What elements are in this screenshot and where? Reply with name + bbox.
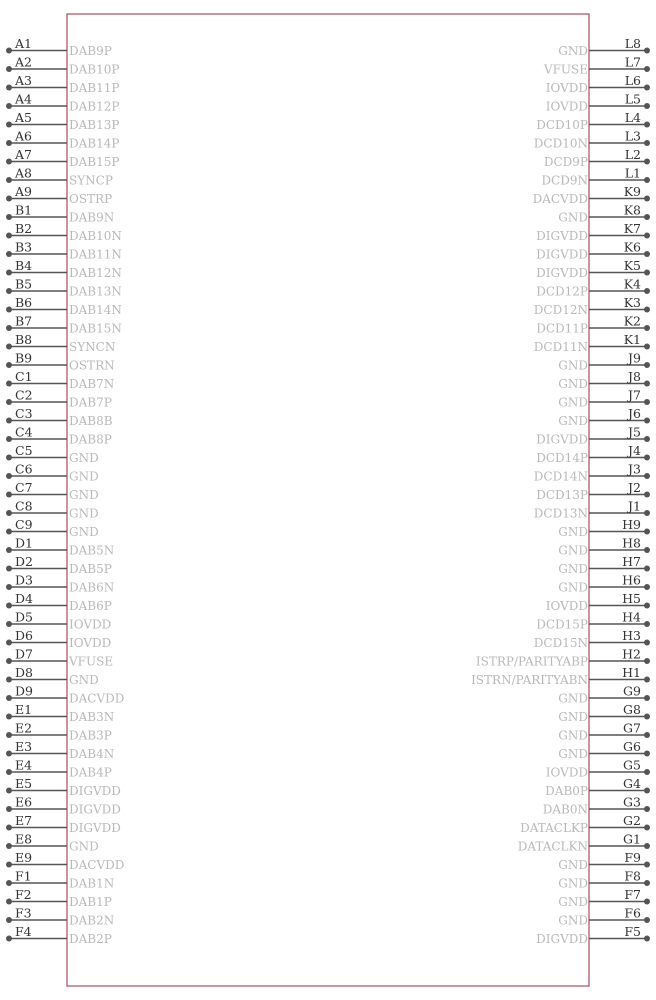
pin-name: SYNCP <box>69 173 113 188</box>
pin-endpoint-dot <box>6 547 12 553</box>
pin-name: DAB11N <box>69 247 122 262</box>
pin-endpoint-dot <box>6 751 12 757</box>
pin-number: H3 <box>622 628 641 643</box>
pin-number: A3 <box>15 73 32 88</box>
pin-endpoint-dot <box>6 381 12 387</box>
pin-number: A4 <box>15 91 32 107</box>
pin-number: L1 <box>624 165 641 181</box>
pin-number: K5 <box>623 258 641 273</box>
pin-number: L8 <box>624 36 641 51</box>
pin-endpoint-dot <box>6 436 12 442</box>
pin-endpoint-dot <box>644 769 650 775</box>
pin-name: GND <box>558 858 588 872</box>
pin-endpoint-dot <box>6 899 12 905</box>
pin-number: D5 <box>15 609 33 625</box>
pin-number: B1 <box>15 202 33 218</box>
pin-endpoint-dot <box>6 196 12 202</box>
pin-name: DATACLKN <box>517 839 588 854</box>
pin-name: IOVDD <box>69 617 112 632</box>
pin-name: DAB15P <box>69 155 120 169</box>
pin-number: B7 <box>15 313 33 329</box>
pin-name: ISTRN/PARITYABN <box>471 673 588 687</box>
pin-endpoint-dot <box>6 455 12 461</box>
pin-endpoint-dot <box>644 492 650 498</box>
pin-number: G5 <box>623 757 641 773</box>
pin-name: GND <box>69 469 99 484</box>
pin-name: DCD11N <box>533 340 588 354</box>
pin-endpoint-dot <box>6 122 12 128</box>
pin-name: DIGVDD <box>536 266 588 280</box>
pin-number: B2 <box>15 221 33 236</box>
pin-number: H5 <box>622 591 641 606</box>
pin-name: GND <box>558 876 588 891</box>
pin-name: DCD12N <box>533 303 588 317</box>
pin-endpoint-dot <box>644 233 650 239</box>
pin-name: DCD9N <box>541 173 588 188</box>
pin-endpoint-dot <box>644 658 650 664</box>
pin-endpoint-dot <box>6 66 12 72</box>
pin-name: GND <box>69 488 99 502</box>
pin-number: H8 <box>622 535 641 551</box>
pin-name: OSTRP <box>69 192 113 206</box>
pin-number: F2 <box>15 887 32 902</box>
pin-endpoint-dot <box>6 214 12 220</box>
pin-endpoint-dot <box>644 159 650 165</box>
pin-name: GND <box>558 358 588 373</box>
pin-endpoint-dot <box>6 584 12 590</box>
pin-number: F6 <box>624 905 641 921</box>
pin-number: E9 <box>15 850 33 865</box>
pin-name: VFUSE <box>543 62 588 77</box>
pin-number: A9 <box>15 184 32 199</box>
pin-name: GND <box>558 691 588 706</box>
pin-number: D1 <box>15 535 33 551</box>
pin-number: D2 <box>15 554 33 569</box>
pin-number: G9 <box>623 683 641 699</box>
pin-endpoint-dot <box>6 732 12 738</box>
pin-name: DIGVDD <box>69 784 121 798</box>
pin-number: L6 <box>624 73 641 88</box>
pin-number: L2 <box>624 147 641 162</box>
pin-endpoint-dot <box>6 492 12 498</box>
pin-endpoint-dot <box>6 529 12 535</box>
pin-endpoint-dot <box>6 825 12 831</box>
pin-endpoint-dot <box>644 418 650 424</box>
pin-name: DIGVDD <box>69 821 121 835</box>
pin-endpoint-dot <box>644 307 650 313</box>
pin-name: DAB3P <box>69 728 112 743</box>
pin-endpoint-dot <box>644 917 650 923</box>
right-pin-F5 <box>536 924 650 946</box>
pin-name: GND <box>558 414 588 428</box>
pin-number: F4 <box>15 924 32 939</box>
pin-number: F5 <box>624 924 641 939</box>
pin-name: DAB9P <box>69 44 112 58</box>
pin-number: J8 <box>628 369 641 384</box>
pin-number: J9 <box>628 350 641 366</box>
pin-name: GND <box>558 543 588 558</box>
ic-body-outline <box>67 14 589 986</box>
pin-name: DCD10P <box>536 118 588 132</box>
pin-number: B9 <box>15 350 33 366</box>
pin-number: G3 <box>623 794 641 810</box>
pin-name: GND <box>69 506 99 521</box>
pin-number: A5 <box>15 110 32 125</box>
pin-number: H6 <box>622 572 641 588</box>
pin-name: GND <box>69 451 99 465</box>
pin-endpoint-dot <box>644 566 650 572</box>
pin-endpoint-dot <box>644 140 650 146</box>
pin-endpoint-dot <box>6 695 12 701</box>
pin-endpoint-dot <box>644 214 650 220</box>
pin-name: ISTRP/PARITYABP <box>475 654 588 669</box>
pin-number: E8 <box>15 831 33 847</box>
pin-name: DCD14N <box>533 469 588 484</box>
pin-endpoint-dot <box>644 788 650 794</box>
pin-number: G8 <box>623 702 641 717</box>
pin-number: J6 <box>628 406 641 421</box>
pin-endpoint-dot <box>644 603 650 609</box>
pin-endpoint-dot <box>644 899 650 905</box>
pin-name: DACVDD <box>532 192 588 206</box>
pin-number: A8 <box>15 165 32 181</box>
pin-endpoint-dot <box>644 362 650 368</box>
pin-endpoint-dot <box>644 510 650 516</box>
pin-endpoint-dot <box>644 325 650 331</box>
pin-name: DAB4P <box>69 765 112 780</box>
pin-name: DAB7N <box>69 377 115 391</box>
pin-name: DIGVDD <box>69 802 121 817</box>
pin-name: DAB10P <box>69 62 120 77</box>
pin-number: L4 <box>624 110 641 125</box>
pin-endpoint-dot <box>6 714 12 720</box>
pin-number: J7 <box>628 387 641 403</box>
pin-number: C8 <box>15 498 33 514</box>
pin-endpoint-dot <box>644 436 650 442</box>
pin-number: A6 <box>15 128 32 144</box>
pin-number: C9 <box>15 517 33 532</box>
pin-name: DAB9N <box>69 210 115 225</box>
pin-name: DIGVDD <box>536 229 588 243</box>
pin-name: DCD15N <box>533 636 588 650</box>
pin-endpoint-dot <box>644 880 650 886</box>
pin-endpoint-dot <box>644 473 650 479</box>
pin-number: G7 <box>623 720 641 736</box>
pin-number: C1 <box>15 369 33 384</box>
pin-endpoint-dot <box>6 177 12 183</box>
pin-endpoint-dot <box>644 843 650 849</box>
pin-number: E1 <box>15 702 33 717</box>
pin-endpoint-dot <box>6 917 12 923</box>
pin-number: F3 <box>15 905 32 921</box>
pin-endpoint-dot <box>644 862 650 868</box>
pin-name: GND <box>69 525 99 539</box>
pin-endpoint-dot <box>6 344 12 350</box>
pin-endpoint-dot <box>6 85 12 91</box>
pin-endpoint-dot <box>644 251 650 257</box>
pin-endpoint-dot <box>644 547 650 553</box>
pin-endpoint-dot <box>6 48 12 54</box>
pin-number: D7 <box>15 646 33 662</box>
pin-number: K7 <box>623 221 641 236</box>
pin-name: GND <box>558 710 588 724</box>
pin-endpoint-dot <box>6 251 12 257</box>
pin-endpoint-dot <box>644 640 650 646</box>
pin-endpoint-dot <box>6 473 12 479</box>
pin-number: B3 <box>15 239 33 255</box>
pin-number: D3 <box>15 572 33 588</box>
pin-number: H7 <box>622 554 641 569</box>
pin-number: D4 <box>15 591 33 606</box>
pin-name: DCD12P <box>536 284 588 299</box>
pin-name: DIGVDD <box>536 932 588 946</box>
pin-endpoint-dot <box>6 307 12 313</box>
pin-name: DIGVDD <box>536 432 588 447</box>
pin-endpoint-dot <box>644 344 650 350</box>
pin-number: G1 <box>623 831 641 847</box>
pin-endpoint-dot <box>6 233 12 239</box>
pin-name: DAB0N <box>542 802 588 817</box>
pin-name: DCD13P <box>536 488 588 502</box>
pin-endpoint-dot <box>6 288 12 294</box>
pin-name: GND <box>558 562 588 576</box>
pin-endpoint-dot <box>6 103 12 109</box>
pin-endpoint-dot <box>644 677 650 683</box>
pin-endpoint-dot <box>644 85 650 91</box>
pin-endpoint-dot <box>6 843 12 849</box>
pin-number: H2 <box>622 646 641 662</box>
pin-number: D6 <box>15 628 33 643</box>
pin-name: DAB11P <box>69 81 120 95</box>
pin-endpoint-dot <box>644 196 650 202</box>
pin-endpoint-dot <box>6 788 12 794</box>
pin-name: GND <box>558 377 588 391</box>
pin-endpoint-dot <box>644 66 650 72</box>
pin-name: IOVDD <box>545 99 588 114</box>
pin-endpoint-dot <box>644 177 650 183</box>
pin-number: D8 <box>15 665 33 680</box>
pin-endpoint-dot <box>6 418 12 424</box>
pin-name: DAB7P <box>69 395 112 410</box>
pin-endpoint-dot <box>644 751 650 757</box>
pin-endpoint-dot <box>644 806 650 812</box>
pin-endpoint-dot <box>644 529 650 535</box>
pin-endpoint-dot <box>644 825 650 831</box>
pin-number: F7 <box>624 887 641 902</box>
pin-number: B5 <box>15 276 33 292</box>
right-pin-group <box>471 36 650 946</box>
pin-name: DAB1P <box>69 895 112 909</box>
pin-number: B6 <box>15 295 33 310</box>
pin-name: DCD13N <box>533 506 588 521</box>
pin-name: IOVDD <box>545 81 588 95</box>
pin-name: DAB8B <box>69 414 113 428</box>
pin-name: GND <box>558 580 588 595</box>
pin-endpoint-dot <box>644 399 650 405</box>
pin-endpoint-dot <box>644 48 650 54</box>
pin-number: E2 <box>15 720 33 736</box>
pin-name: DAB12P <box>69 99 120 114</box>
pin-number: C4 <box>15 424 33 440</box>
pin-number: K2 <box>623 313 641 329</box>
pin-number: E5 <box>15 776 33 791</box>
pin-name: DAB10N <box>69 229 122 243</box>
pin-number: A1 <box>15 36 32 51</box>
left-pin-group <box>6 36 124 946</box>
pin-number: K6 <box>623 239 641 255</box>
pin-name: SYNCN <box>69 340 116 354</box>
pin-number: H9 <box>622 517 641 532</box>
pin-name: DCD11P <box>536 321 588 336</box>
pin-number: G2 <box>623 813 641 828</box>
pin-name: DAB13N <box>69 284 122 299</box>
pin-endpoint-dot <box>6 806 12 812</box>
pin-name: GND <box>69 673 99 687</box>
pin-name: GND <box>558 895 588 909</box>
pin-name: DAB5N <box>69 543 115 558</box>
pin-number: L3 <box>624 128 641 144</box>
pin-endpoint-dot <box>6 936 12 942</box>
pin-endpoint-dot <box>6 621 12 627</box>
pin-name: DAB15N <box>69 321 122 336</box>
pin-name: GND <box>558 395 588 410</box>
pin-endpoint-dot <box>6 325 12 331</box>
pin-endpoint-dot <box>644 288 650 294</box>
pin-number: J3 <box>628 461 641 477</box>
pin-name: DAB1N <box>69 876 115 891</box>
pin-name: DAB5P <box>69 562 112 576</box>
pin-name: DCD10N <box>533 136 588 151</box>
pin-number: D9 <box>15 683 33 699</box>
pin-number: J2 <box>628 480 641 495</box>
pin-endpoint-dot <box>6 658 12 664</box>
pin-name: GND <box>558 210 588 225</box>
pin-name: DAB6N <box>69 580 115 595</box>
pin-name: OSTRN <box>69 358 115 373</box>
pin-endpoint-dot <box>644 103 650 109</box>
pin-endpoint-dot <box>644 714 650 720</box>
pin-endpoint-dot <box>6 566 12 572</box>
pin-endpoint-dot <box>6 140 12 146</box>
pin-endpoint-dot <box>644 584 650 590</box>
pin-name: GND <box>558 747 588 761</box>
pin-number: B4 <box>15 258 33 273</box>
pin-name: DCD14P <box>536 451 588 465</box>
pin-endpoint-dot <box>6 769 12 775</box>
pin-endpoint-dot <box>6 510 12 516</box>
pin-number: A7 <box>15 147 32 162</box>
pin-endpoint-dot <box>6 677 12 683</box>
pin-number: C5 <box>15 443 33 458</box>
pin-number: C7 <box>15 480 33 495</box>
pin-endpoint-dot <box>644 936 650 942</box>
pin-number: C6 <box>15 461 33 477</box>
pin-name: VFUSE <box>69 654 114 669</box>
pin-name: DACVDD <box>69 691 125 706</box>
pin-endpoint-dot <box>644 381 650 387</box>
pin-name: IOVDD <box>69 636 112 650</box>
pin-name: DAB2P <box>69 932 112 946</box>
pin-endpoint-dot <box>6 603 12 609</box>
pin-number: B8 <box>15 332 33 347</box>
pin-endpoint-dot <box>644 270 650 276</box>
pin-name: DACVDD <box>69 858 125 872</box>
pin-name: DAB2N <box>69 913 115 928</box>
pin-number: J5 <box>628 424 641 440</box>
pin-number: L5 <box>624 91 641 107</box>
pin-name: GND <box>558 525 588 539</box>
pin-name: GND <box>69 839 99 854</box>
pin-name: IOVDD <box>545 599 588 613</box>
pin-number: H4 <box>622 609 641 625</box>
pin-number: K9 <box>623 184 641 199</box>
pin-endpoint-dot <box>6 640 12 646</box>
pin-endpoint-dot <box>644 621 650 627</box>
pin-name: DAB3N <box>69 710 115 724</box>
pin-name: DATACLKP <box>520 821 588 835</box>
pin-endpoint-dot <box>6 880 12 886</box>
pin-endpoint-dot <box>6 399 12 405</box>
pin-name: DAB6P <box>69 599 112 613</box>
pin-endpoint-dot <box>6 362 12 368</box>
pin-number: K8 <box>623 202 641 218</box>
pin-number: F9 <box>624 850 641 865</box>
pin-number: E4 <box>15 757 33 773</box>
pin-number: A2 <box>15 54 32 70</box>
pin-endpoint-dot <box>644 732 650 738</box>
pin-number: K4 <box>623 276 641 292</box>
pin-name: DAB13P <box>69 118 120 132</box>
pin-name: DAB14P <box>69 136 120 151</box>
pin-name: GND <box>558 44 588 58</box>
pin-endpoint-dot <box>6 270 12 276</box>
pin-name: DAB12N <box>69 266 122 280</box>
pin-endpoint-dot <box>644 122 650 128</box>
pin-name: DCD15P <box>536 617 588 632</box>
pin-number: E3 <box>15 739 33 754</box>
pin-endpoint-dot <box>644 455 650 461</box>
pin-number: E7 <box>15 813 33 828</box>
pin-number: G6 <box>623 739 641 754</box>
pin-number: C3 <box>15 406 33 421</box>
pin-number: H1 <box>622 665 641 680</box>
pin-name: DAB4N <box>69 747 115 761</box>
pin-endpoint-dot <box>644 695 650 701</box>
pin-number: L7 <box>624 54 641 70</box>
pin-number: C2 <box>15 387 33 403</box>
pin-number: F8 <box>624 868 641 884</box>
pin-number: J4 <box>628 443 641 458</box>
pin-name: GND <box>558 913 588 928</box>
pin-number: K3 <box>623 295 641 310</box>
pin-number: G4 <box>623 776 641 791</box>
pin-name: DAB0P <box>545 784 588 798</box>
pin-number: E6 <box>15 794 33 810</box>
pin-name: GND <box>558 728 588 743</box>
pin-name: DAB14N <box>69 303 122 317</box>
pin-name: DIGVDD <box>536 247 588 262</box>
pin-number: K1 <box>623 332 641 347</box>
pin-endpoint-dot <box>6 159 12 165</box>
pin-endpoint-dot <box>6 862 12 868</box>
pin-name: DCD9P <box>543 155 588 169</box>
pin-name: IOVDD <box>545 765 588 780</box>
pin-number: J1 <box>628 498 641 514</box>
pin-number: F1 <box>15 868 32 884</box>
pin-name: DAB8P <box>69 432 112 447</box>
